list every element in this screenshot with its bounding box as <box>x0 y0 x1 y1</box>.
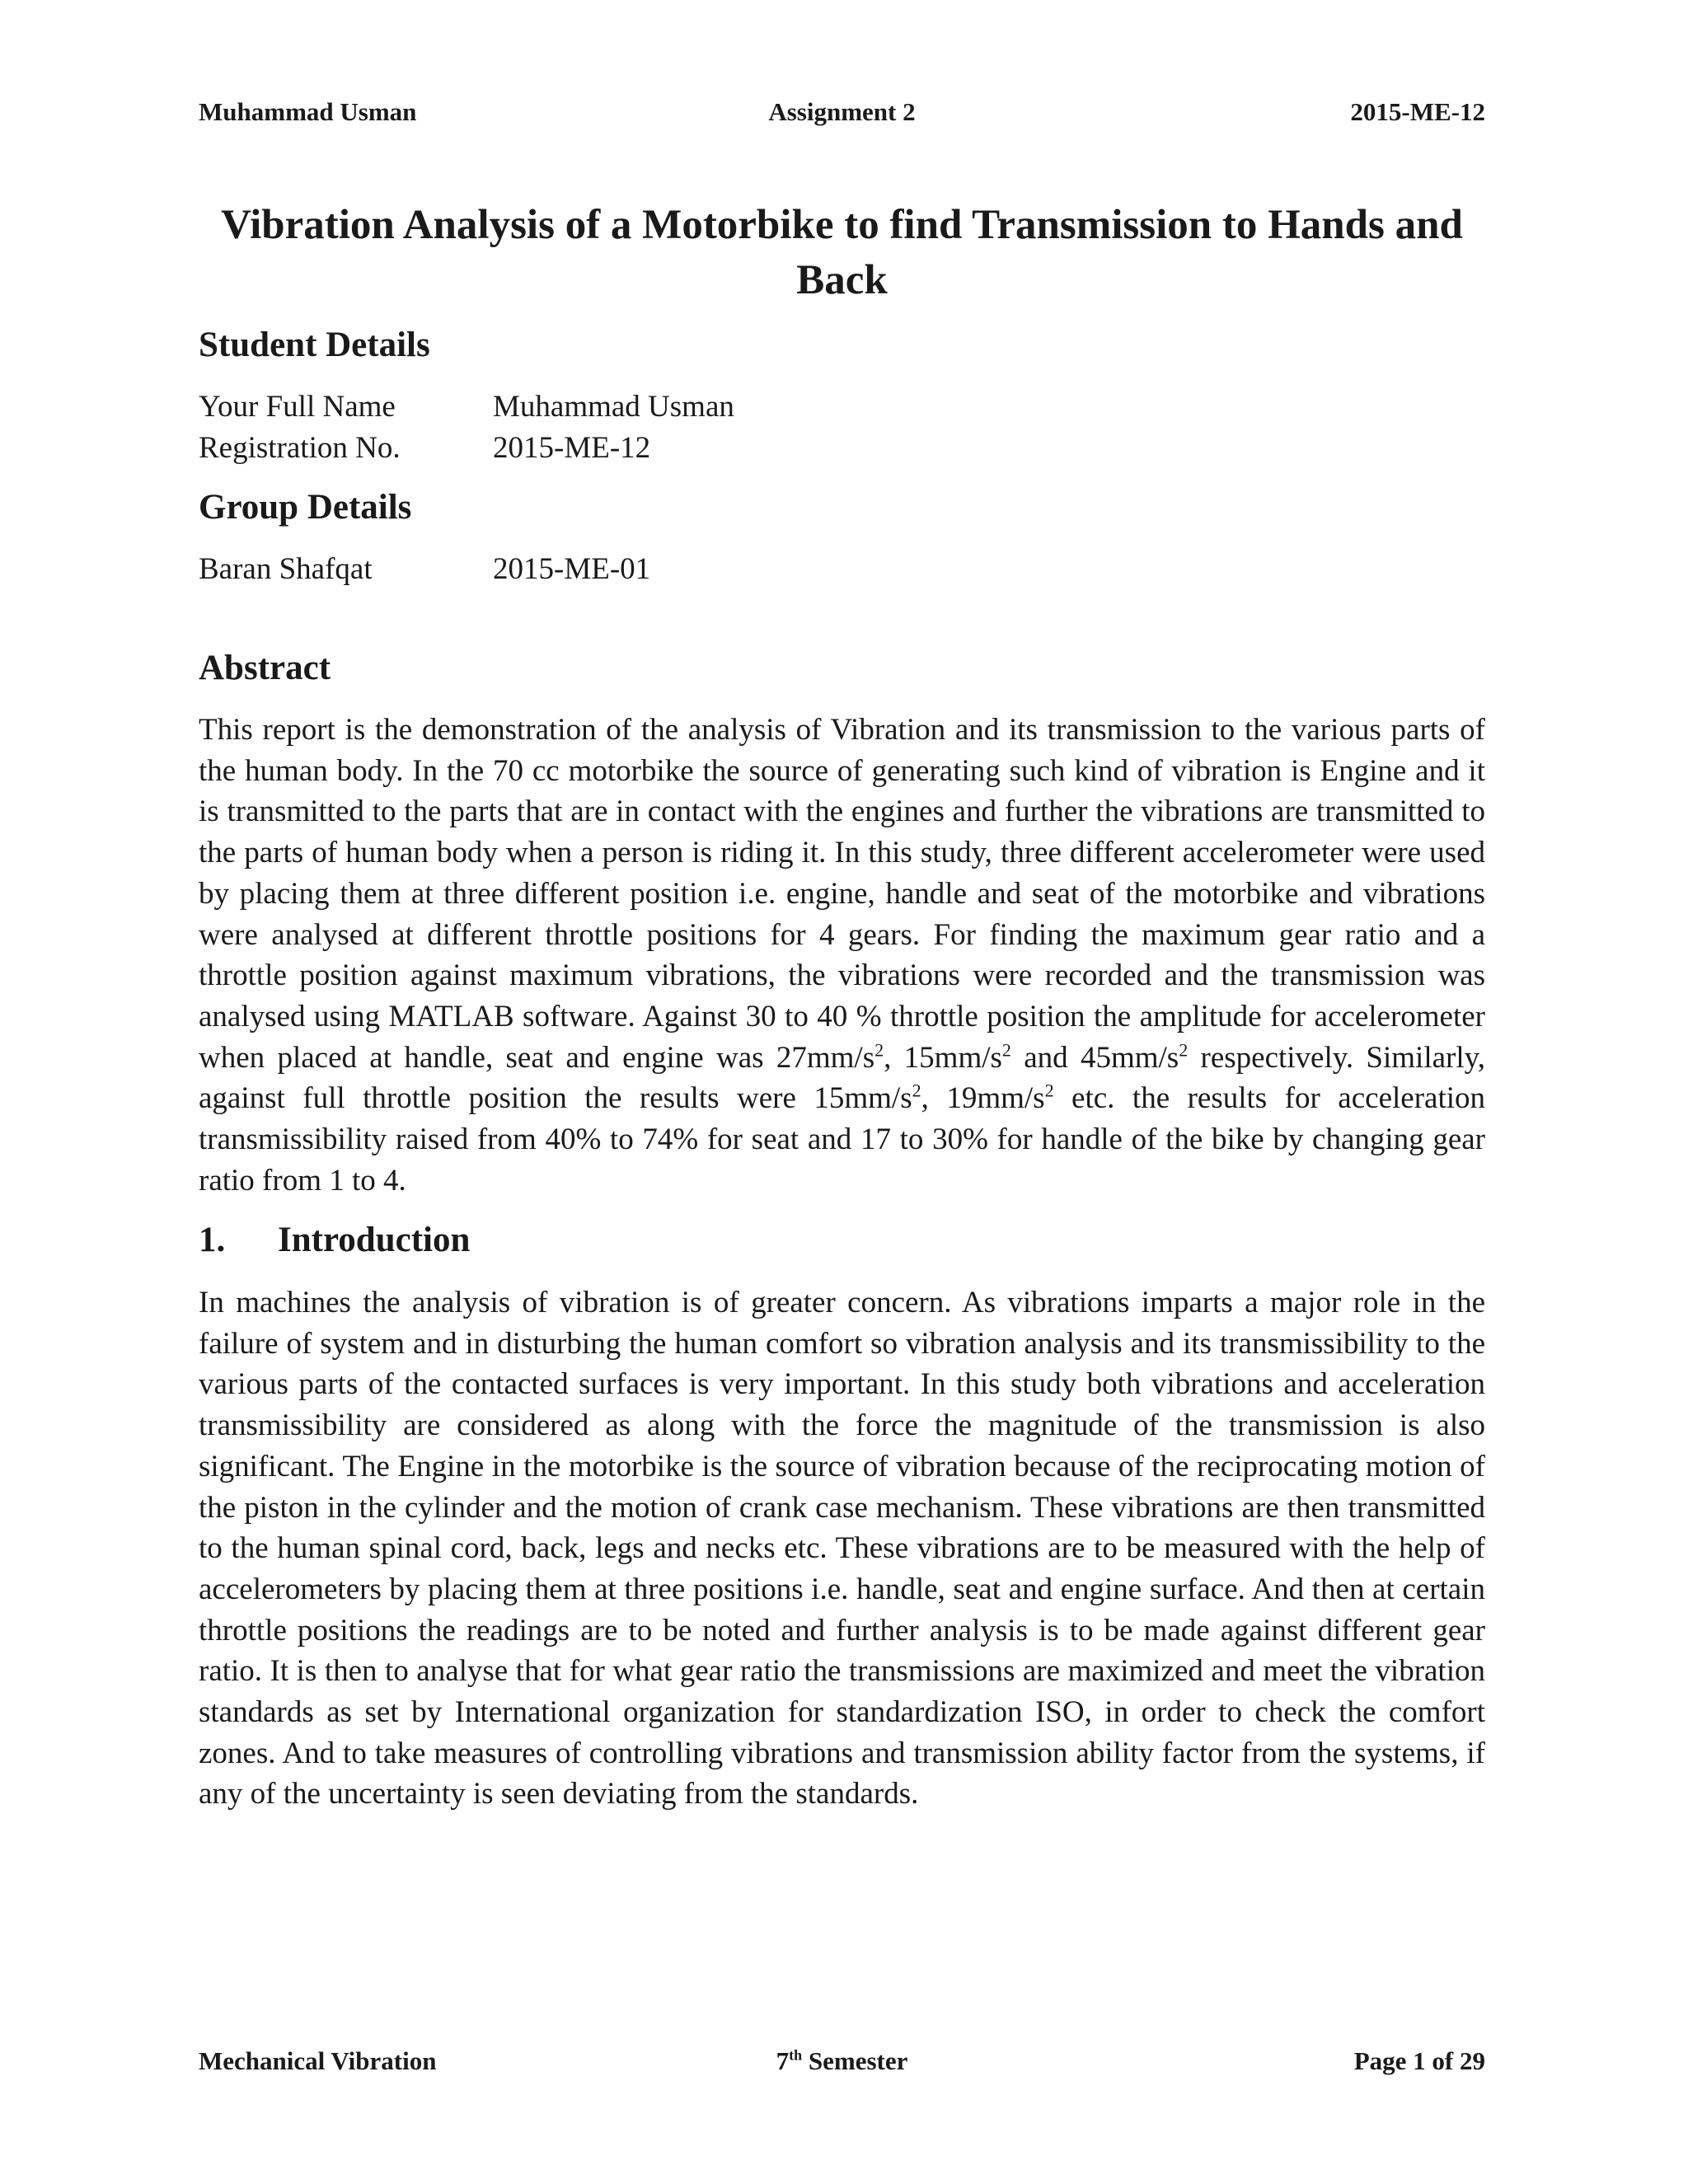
header-author: Muhammad Usman <box>199 97 417 126</box>
registration-label: Registration No. <box>199 431 401 465</box>
student-row-registration <box>199 428 734 469</box>
section-number: 1. <box>199 1221 226 1259</box>
introduction-heading <box>199 1220 470 1260</box>
header-course-id: 2015-ME-12 <box>1350 97 1485 126</box>
footer-semester: 7th Semester <box>776 2046 908 2075</box>
document-page <box>199 0 1485 2184</box>
footer-page-number: Page 1 of 29 <box>1353 2046 1485 2075</box>
page-footer <box>199 2046 1485 2076</box>
group-member-name: Baran Shafqat <box>199 552 373 586</box>
student-name-label: Your Full Name <box>199 390 396 424</box>
group-member-row <box>199 549 650 590</box>
document-title: Vibration Analysis of a Motorbike to find Transmission to Hands and Back <box>221 202 1463 303</box>
introduction-paragraph: In machines the analysis of vibration is of greater concern. As vibrations imparts a major role in the failure of system and in disturbing the human comfort so vibration analysis and its transmissibility to the various parts of the contacted surfaces is very important. In this study both vibrations and acceleration transmissibility are considered as along with the force the magnitude of the transmission is also significant. The Engine in the motorbike is the source of vibration because of the reciprocating motion of the piston in the cylinder and the motion of crank case mechanism. These vibrations are then transmitted to the human spinal cord, back, legs and necks etc. These vibrations are to be measured with the help of accelerometers by placing them at three positions i.e. handle, seat and engine surface. And then at certain throttle positions the readings are to be noted and further analysis is to be made against different gear ratio. It is then to analyse that for what gear ratio the transmissions are maximized and meet the vibration standards as set by International organization for standardization ISO, in order to check the comfort zones. And to take measures of controlling vibrations and transmission ability factor from the systems, if any of the uncertainty is seen deviating from the standards. <box>199 1286 1485 1811</box>
student-row-name <box>199 387 734 428</box>
header-assignment: Assignment 2 <box>768 97 916 126</box>
abstract-heading: Abstract <box>199 649 331 687</box>
registration-value: 2015-ME-12 <box>493 431 651 465</box>
footer-course: Mechanical Vibration <box>199 2046 437 2075</box>
section-title: Introduction <box>278 1221 471 1259</box>
page-header <box>199 97 1485 127</box>
group-member-id: 2015-ME-01 <box>493 552 651 586</box>
student-details-heading: Student Details <box>199 326 430 364</box>
group-details-table <box>199 549 650 590</box>
group-details-heading: Group Details <box>199 488 412 527</box>
abstract-paragraph: This report is the demonstration of the analysis of Vibration and its transmission to the various parts of the human body. In the 70 cc motorbike the source of generating such kind of vibration is Engine and it is transmitted to the parts that are in contact with the engines and further the vibrations are transmitted to the parts of human body when a person is riding it. In this study, three different accelerometer were used by placing them at three different position i.e. engine, handle and seat of the motorbike and vibrations were analysed at different throttle positions for 4 gears. For finding the maximum gear ratio and a throttle position against maximum vibrations, the vibrations were recorded and the transmission was analysed using MATLAB software. Against 30 to 40 % throttle position the amplitude for accelerometer when placed at handle, seat and engine was $27mm/s^2$, $15mm/s^2$ and $45mm/s^2$ respectively. Similarly, against full throttle position the results were $15mm/s^2$, $19mm/s^2$ etc. the results for acceleration transmissibility raised from 40% to 74% for seat and 17 to 30% for handle of the bike by changing gear ratio from 1 to 4. <box>199 713 1486 1197</box>
student-name-value: Muhammad Usman <box>493 390 734 424</box>
student-details-table <box>199 387 734 469</box>
